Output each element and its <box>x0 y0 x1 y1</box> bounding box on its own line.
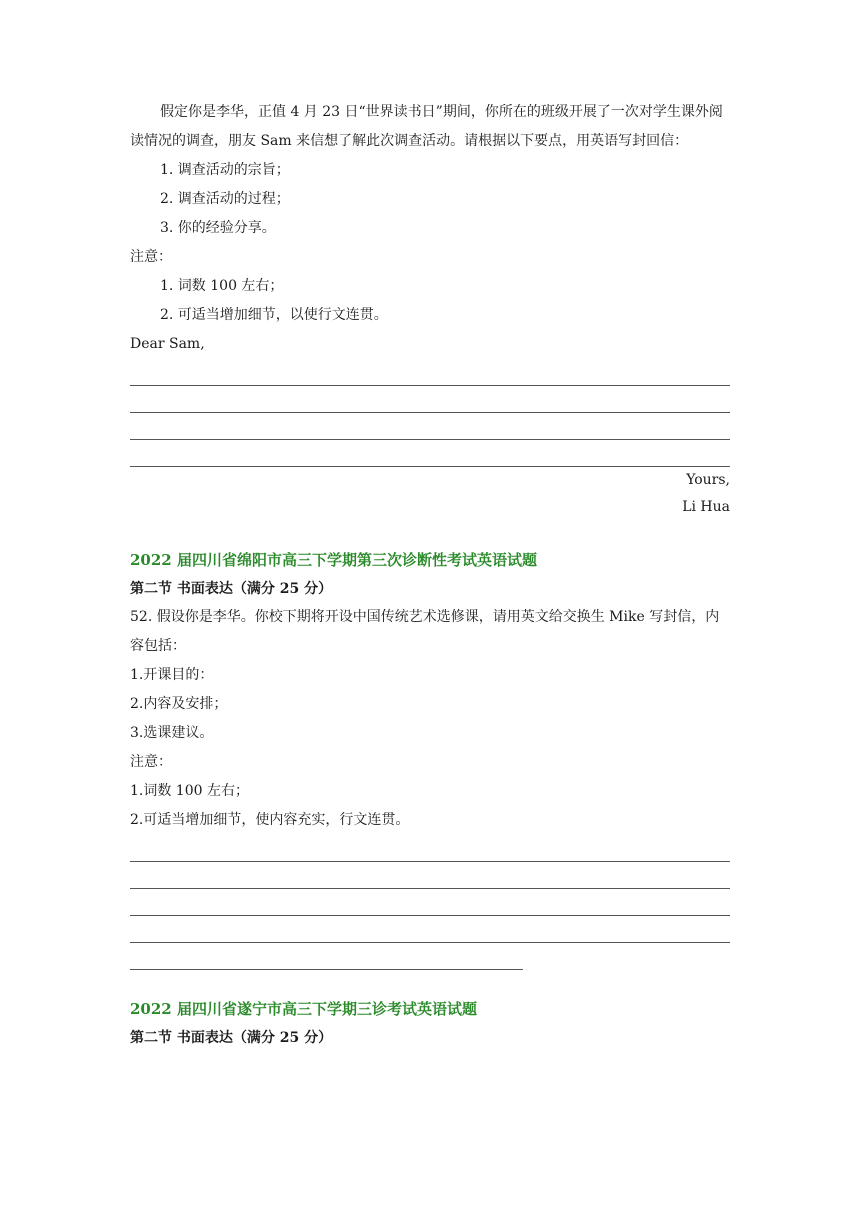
answer-line <box>130 413 730 440</box>
requirement-item: 1. 调查活动的宗旨； <box>160 162 290 178</box>
letter-salutation: Dear Sam, <box>130 336 205 352</box>
requirement-item: 1.开课目的： <box>130 667 214 683</box>
exam-title: 2022 届四川省绵阳市高三下学期第三次诊断性考试英语试题 <box>130 551 537 569</box>
document-page <box>130 98 730 1052</box>
exam-title: 2022 届四川省遂宁市高三下学期三诊考试英语试题 <box>130 1000 477 1018</box>
answer-line <box>130 889 730 916</box>
answer-line <box>130 440 730 467</box>
answer-line <box>130 862 730 889</box>
answer-line <box>130 835 730 862</box>
section-subtitle: 第二节 书面表达（满分 25 分） <box>130 1030 333 1046</box>
requirement-item: 3.选课建议。 <box>130 725 214 741</box>
notice-item: 2.可适当增加细节，使内容充实，行文连贯。 <box>130 812 410 828</box>
notice-label: 注意： <box>130 754 172 770</box>
requirement-item: 2. 调查活动的过程； <box>160 191 290 207</box>
notice-item: 1. 词数 100 左右； <box>160 278 284 294</box>
requirement-item: 2.内容及安排； <box>130 696 228 712</box>
requirement-item: 3. 你的经验分享。 <box>160 220 276 236</box>
answer-line <box>130 943 523 970</box>
notice-item: 2. 可适当增加细节，以使行文连贯。 <box>160 307 388 323</box>
letter-signature: Li Hua <box>682 499 730 515</box>
answer-line <box>130 386 730 413</box>
answer-line <box>130 359 730 386</box>
essay-prompt: 假定你是李华，正值 4 月 23 日“世界读书日”期间，你所在的班级开展了一次对学生课外阅读情况的调查，朋友 Sam 来信想了解此次调查活动。请根据以下要点，用英语写封回信： <box>130 104 723 149</box>
notice-label: 注意： <box>130 249 172 265</box>
notice-item: 1.词数 100 左右； <box>130 783 249 799</box>
answer-line <box>130 916 730 943</box>
essay-prompt: 52. 假设你是李华。你校下期将开设中国传统艺术选修课，请用英文给交换生 Mike 写封信，内容包括： <box>130 609 720 654</box>
section-subtitle: 第二节 书面表达（满分 25 分） <box>130 581 333 597</box>
letter-closing: Yours, <box>686 472 730 488</box>
